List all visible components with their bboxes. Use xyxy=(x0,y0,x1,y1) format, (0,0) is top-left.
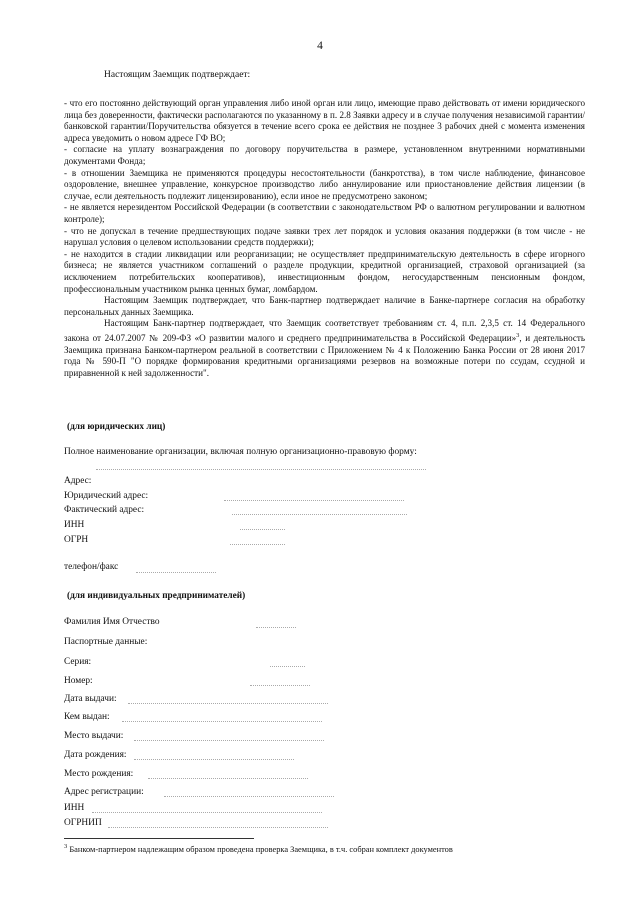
footnote-ref: 3 xyxy=(516,331,520,339)
ogrnip-label: ОГРНИП xyxy=(64,818,102,828)
clause-resident: - не является нерезидентом Российской Федерации (в соответствии с законодательством РФ о валютном регулировании и валютном контроле); xyxy=(64,202,585,224)
issued-by-field[interactable] xyxy=(122,720,322,722)
clause-fee-consent: - согласие на уплату вознаграждения по договору поручительства в размере, установленном внутренними нормативными документами Фонда; xyxy=(64,144,585,166)
ip-section-heading: (для индивидуальных предпринимателей) xyxy=(67,591,246,601)
series-label: Серия: xyxy=(64,657,92,667)
ogrnip-field[interactable] xyxy=(108,826,328,828)
legal-section-heading: (для юридических лиц) xyxy=(67,422,166,432)
actual-address-field[interactable] xyxy=(232,513,407,515)
inn-field[interactable] xyxy=(240,528,285,530)
registration-address-field[interactable] xyxy=(164,795,334,797)
footnote-divider xyxy=(64,838,254,839)
registration-address-label: Адрес регистрации: xyxy=(64,787,144,797)
confirmation-intro: Настоящим Заемщик подтверждает: xyxy=(104,70,251,80)
issue-date-field[interactable] xyxy=(128,702,328,704)
ogrn-field[interactable] xyxy=(230,543,285,545)
address-label: Адрес: xyxy=(64,476,92,486)
footnote-text: Банком-партнером надлежащим образом проведена проверка Заемщика, в т.ч. собран комплект документов xyxy=(67,844,453,854)
phone-label: телефон/факс xyxy=(64,562,119,572)
clause-no-violations: - что не допускал в течение предшествующих подаче заявки трех лет порядок и условия оказания поддержки (в том числе - не нарушал условия о целевом использовании средств поддержки); xyxy=(64,225,585,248)
clause-no-liquidation: - не находится в стадии ликвидации или реорганизации; не осуществляет предпринимательскую деятельность в сфере игорного бизнеса; не является участником соглашений о разделе продукции, кредитной организацией, страховой организацией (за исключением потребительских кооперативов), инвестиционным фондом, негосударственным пенсионным фондом, профессиональным участником рынка ценных бумаг, ломбардом. xyxy=(64,248,585,294)
fio-field[interactable] xyxy=(256,626,296,628)
footnote-mark: 3 xyxy=(64,843,68,850)
issue-place-field[interactable] xyxy=(134,739,324,741)
series-field[interactable] xyxy=(270,665,305,667)
birth-date-field[interactable] xyxy=(134,758,294,760)
issue-date-label: Дата выдачи: xyxy=(64,694,117,704)
full-name-label: Полное наименование организации, включая полную организационно-правовую форму: xyxy=(64,447,417,457)
birth-place-field[interactable] xyxy=(148,777,308,779)
ogrn-label: ОГРН xyxy=(64,535,89,545)
bank-confirmation-part1: Настоящим Банк-партнер подтверждает, что Заемщик соответствует требованиям ст. 4, п.п. 2,3,5 ст. 14 Федерального закона от 24.07.2007 № 209-ФЗ «О развитии малого и среднего предпринимательства в Российской Федерации» xyxy=(64,318,585,343)
issue-place-label: Место выдачи: xyxy=(64,731,124,741)
clause-address: - что его постоянно действующий орган управления либо иной орган или лицо, имеющие право действовать от имени юридического лица без доверенности, фактически располагаются по указанному в п. 2.8 Заявки адресу и в случае получения независимой гарантии/банковской гарантии/Поручительства обязуется в течение всего срока ее действия не позднее 3 рабочих дней с момента изменения адреса уведомить о новом адресе ГФ ВО; xyxy=(64,98,585,143)
actual-address-label: Фактический адрес: xyxy=(64,505,145,515)
number-label: Номер: xyxy=(64,676,93,686)
clause-no-bankruptcy: - в отношении Заемщика не применяются процедуры несостоятельности (банкротства), в том числе наблюдение, финансовое оздоровление, внешнее управление, конкурсное производство либо аннулирование или приостановление действия лицензии (в случае, если деятельность подлежит лицензированию), если иное не предусмотрено законом; xyxy=(64,167,585,201)
phone-field[interactable] xyxy=(136,571,216,573)
legal-address-field[interactable] xyxy=(224,499,404,501)
bank-confirmation-part2: , и деятельность Заемщика признана Банком-партнером реальной в соответствии с Приложением № 4 к Положению Банка России от 28 июня 2017 года № 590-П "О порядке формирования кредитными организациями резервов на возможные потери по ссудам, ссудной и приравненной к ней задолженности". xyxy=(64,332,586,378)
passport-label: Паспортные данные: xyxy=(64,637,148,647)
confirmation-body xyxy=(64,98,585,379)
ip-inn-label: ИНН xyxy=(64,803,85,813)
footnote xyxy=(64,843,453,854)
birth-place-label: Место рождения: xyxy=(64,769,134,779)
bank-confirmation xyxy=(64,318,585,379)
birth-date-label: Дата рождения: xyxy=(64,750,127,760)
fio-label: Фамилия Имя Отчество xyxy=(64,617,160,627)
legal-address-label: Юридический адрес: xyxy=(64,491,149,501)
clause-personal-data: Настоящим Заемщик подтверждает, что Банк-партнер подтверждает наличие в Банке-партнере согласия на обработку персональных данных Заемщика. xyxy=(64,295,585,317)
full-name-field[interactable] xyxy=(96,468,426,470)
inn-label: ИНН xyxy=(64,520,85,530)
number-field[interactable] xyxy=(250,684,310,686)
page-number: 4 xyxy=(317,40,323,52)
issued-by-label: Кем выдан: xyxy=(64,712,110,722)
ip-inn-field[interactable] xyxy=(92,811,322,813)
